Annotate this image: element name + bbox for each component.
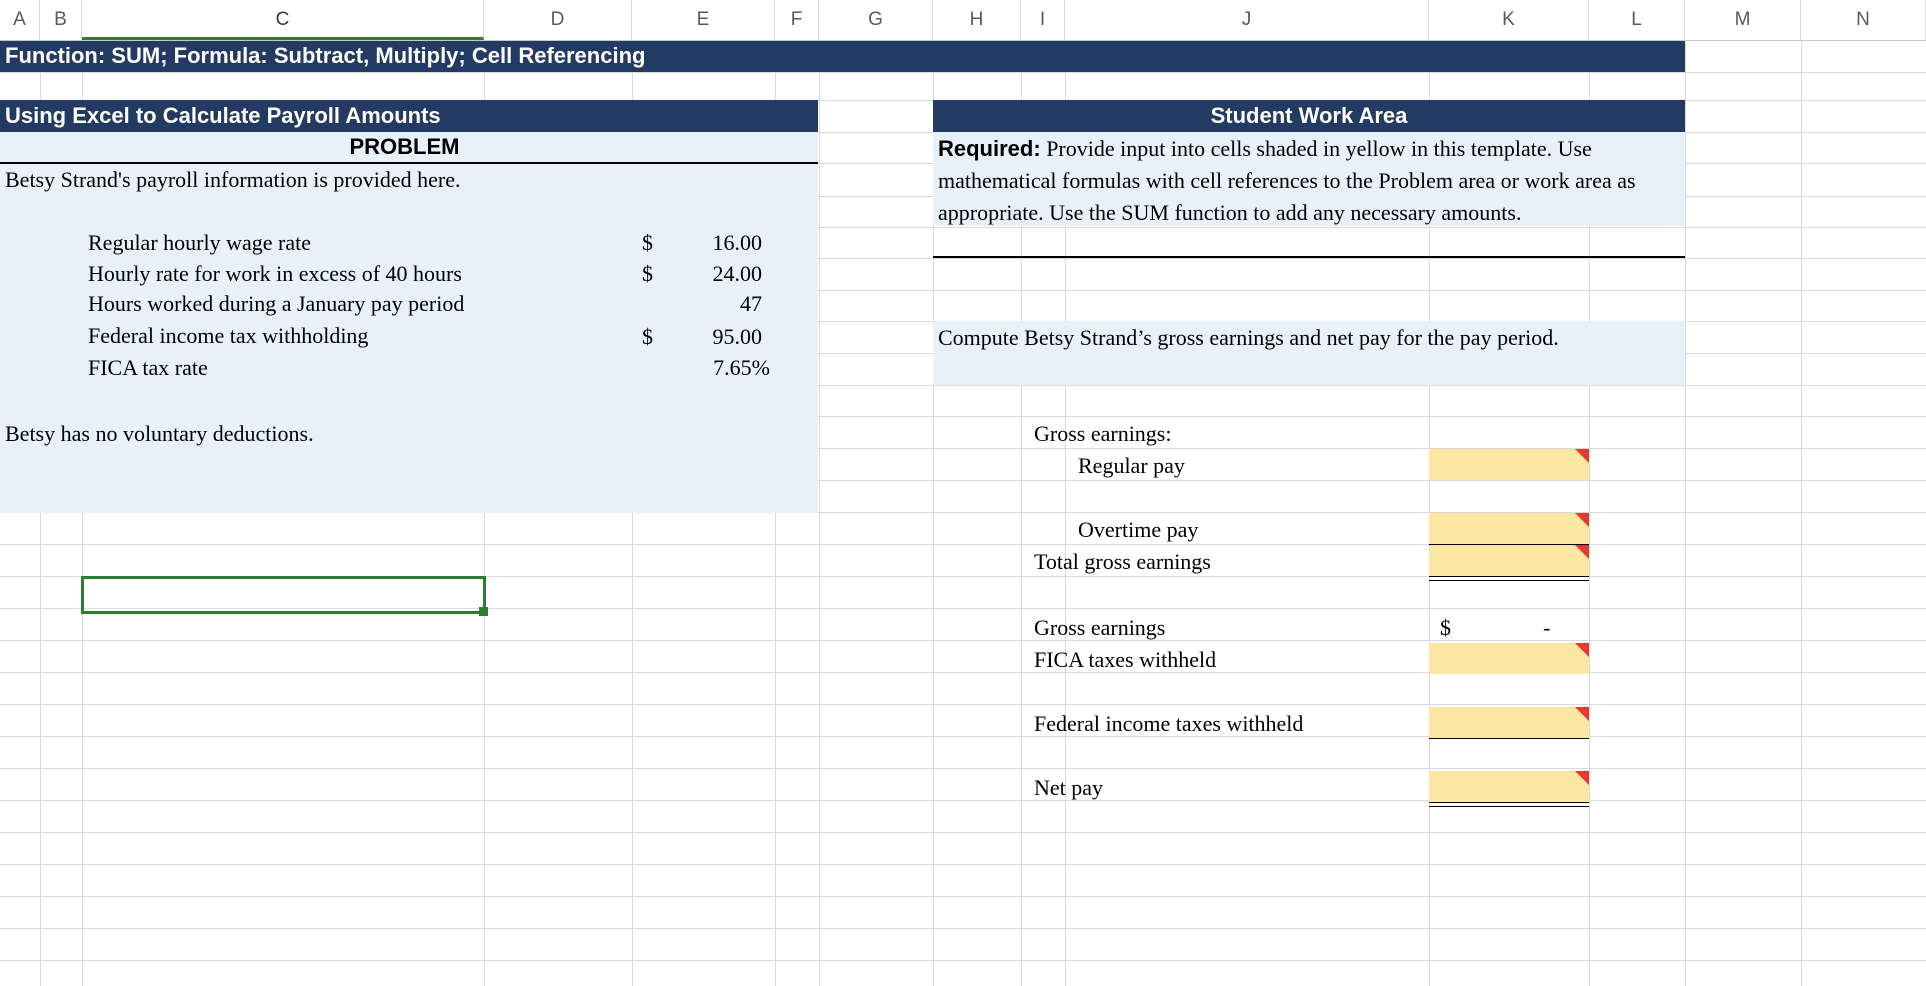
column-header-k[interactable]: K — [1429, 0, 1589, 40]
problem-note: Betsy has no voluntary deductions. — [5, 421, 314, 446]
item-value-overtime-rate[interactable]: 24.00 — [712, 261, 762, 286]
item-value-regular-rate[interactable]: 16.00 — [712, 230, 762, 255]
column-header-j[interactable]: J — [1065, 0, 1429, 40]
column-header-h[interactable]: H — [933, 0, 1021, 40]
net-pay-label: Net pay — [1034, 775, 1104, 800]
gross-earnings-currency: $ — [1440, 615, 1451, 640]
total-gross-input[interactable] — [1429, 545, 1589, 576]
instruction-text: Compute Betsy Strand’s gross earnings and net pay for the pay period. — [938, 325, 1559, 350]
column-header-m[interactable]: M — [1685, 0, 1801, 40]
item-value-hours-worked[interactable]: 47 — [740, 291, 762, 316]
required-line-2: mathematical formulas with cell references to the Problem area or work area as — [938, 168, 1636, 193]
column-header-i[interactable]: I — [1021, 0, 1065, 40]
item-currency-overtime-rate: $ — [642, 261, 653, 286]
column-header-g[interactable]: G — [819, 0, 933, 40]
column-header-d[interactable]: D — [484, 0, 632, 40]
item-value-fica-rate[interactable]: 7.65% — [713, 355, 770, 380]
regular-pay-input[interactable] — [1429, 449, 1589, 480]
required-label: Required: — [938, 136, 1041, 161]
required-line-1: Provide input into cells shaded in yellow in this template. Use — [1046, 136, 1592, 161]
federal-withheld-input[interactable] — [1429, 707, 1589, 738]
selected-cell[interactable] — [81, 576, 486, 614]
work-area-header: Student Work Area — [1210, 103, 1408, 128]
regular-pay-label: Regular pay — [1078, 453, 1185, 478]
problem-subheader: PROBLEM — [349, 134, 460, 159]
fica-withheld-label: FICA taxes withheld — [1034, 647, 1217, 672]
net-pay-input[interactable] — [1429, 771, 1589, 802]
item-label-overtime-rate: Hourly rate for work in excess of 40 hours — [88, 261, 462, 286]
column-header-e[interactable]: E — [632, 0, 775, 40]
item-value-federal-tax[interactable]: 95.00 — [712, 324, 762, 349]
fica-withheld-input[interactable] — [1429, 643, 1589, 674]
column-header-b[interactable]: B — [40, 0, 82, 40]
column-header-a[interactable]: A — [0, 0, 40, 40]
total-gross-label: Total gross earnings — [1034, 549, 1211, 574]
problem-header: Using Excel to Calculate Payroll Amounts — [5, 103, 441, 128]
item-label-regular-rate: Regular hourly wage rate — [88, 230, 311, 255]
federal-withheld-label: Federal income taxes withheld — [1034, 711, 1304, 736]
item-currency-federal-tax: $ — [642, 324, 653, 349]
item-label-federal-tax: Federal income tax withholding — [88, 323, 369, 348]
item-label-hours-worked: Hours worked during a January pay period — [88, 291, 465, 316]
overtime-pay-label: Overtime pay — [1078, 517, 1199, 542]
column-header-bar — [0, 0, 1926, 41]
required-line-3: appropriate. Use the SUM function to add any necessary amounts. — [938, 200, 1522, 225]
overtime-pay-input[interactable] — [1429, 513, 1589, 544]
column-header-n[interactable]: N — [1801, 0, 1926, 40]
item-currency-regular-rate: $ — [642, 230, 653, 255]
fill-handle[interactable] — [479, 607, 488, 616]
gross-earnings-value[interactable]: - — [1543, 615, 1551, 640]
gross-earnings-heading: Gross earnings: — [1034, 421, 1172, 446]
column-header-l[interactable]: L — [1589, 0, 1685, 40]
gross-earnings-label: Gross earnings — [1034, 615, 1166, 640]
problem-intro: Betsy Strand's payroll information is provided here. — [5, 167, 461, 192]
title-bar-text: Function: SUM; Formula: Subtract, Multiply; Cell Referencing — [5, 43, 646, 68]
item-label-fica-rate: FICA tax rate — [88, 355, 208, 380]
column-header-c[interactable]: C — [82, 0, 484, 40]
column-header-f[interactable]: F — [775, 0, 819, 40]
